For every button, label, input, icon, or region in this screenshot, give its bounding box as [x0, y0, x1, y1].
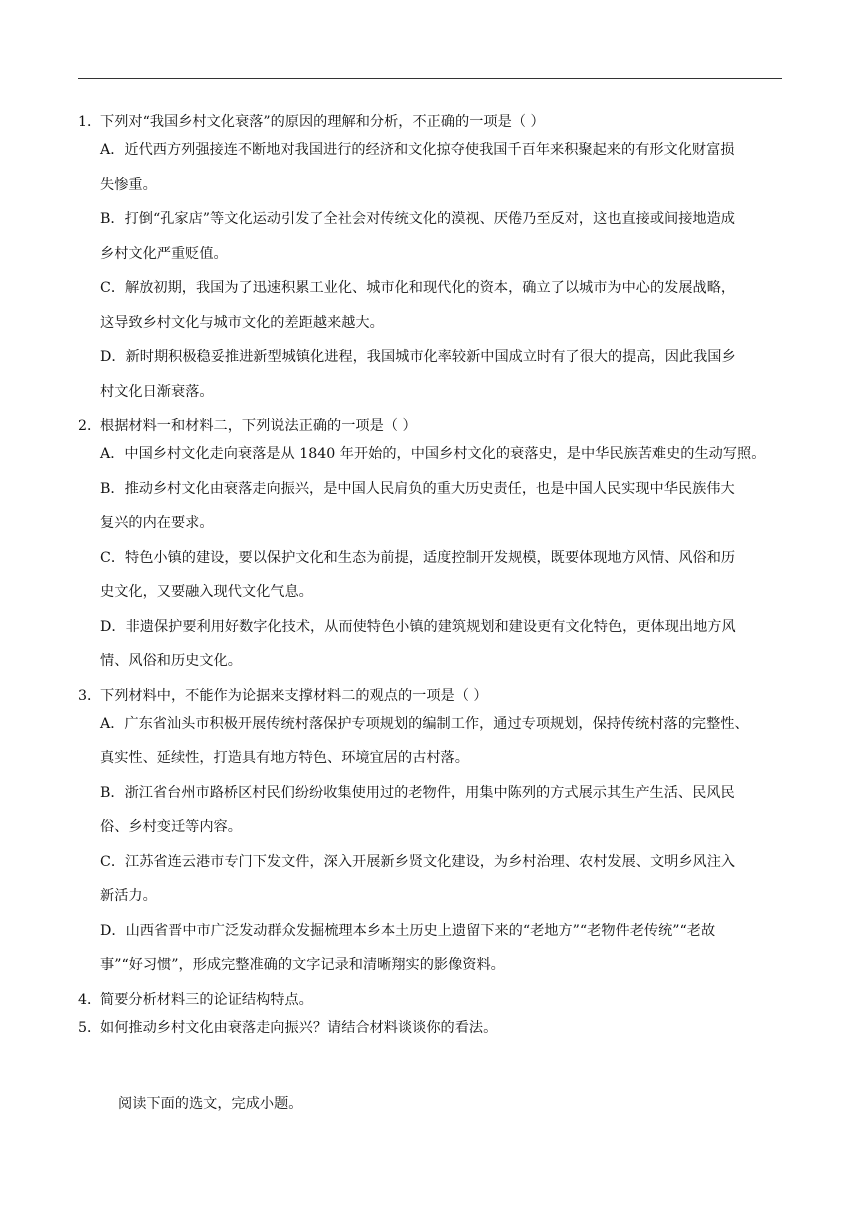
option-line: D．新时期积极稳妥推进新型城镇化进程，我国城市化率较新中国成立时有了很大的提高，因此我国乡: [100, 349, 736, 365]
option-C: [100, 274, 788, 343]
question-number: 1．: [78, 114, 102, 130]
question-stem: [78, 986, 788, 1014]
option-line: 乡村文化严重贬值。: [100, 245, 228, 262]
option-C: [100, 544, 788, 613]
option-line: 真实性、延续性，打造具有地方特色、环境宜居的古村落。: [100, 750, 469, 766]
header-rule: [78, 78, 782, 79]
question-stem: [78, 682, 788, 710]
question-number: 3．: [78, 687, 102, 704]
option-D: [100, 917, 788, 986]
question-3: [78, 682, 788, 986]
option-A: [100, 136, 788, 205]
question-text: 下列对“我国乡村文化衰落”的原因的理解和分析，不正确的一项是（ ）: [100, 114, 545, 130]
option-line: 这导致乡村文化与城市文化的差距越来越大。: [100, 314, 384, 331]
question-5: [78, 1014, 788, 1042]
option-D: [100, 343, 788, 412]
option-line: C．江苏省连云港市专门下发文件，深入开展新乡贤文化建设，为乡村治理、农村发展、文明乡风注入: [100, 853, 736, 870]
question-list: [78, 108, 788, 1042]
option-line: D．非遗保护要利用好数字化技术，从而使特色小镇的建筑规划和建设更有文化特色，更体现出地方风: [100, 618, 736, 635]
question-number: 2．: [78, 418, 102, 434]
question-stem: [78, 412, 788, 440]
question-text: 如何推动乡村文化由衰落走向振兴？请结合材料谈谈你的看法。: [100, 1019, 498, 1036]
option-line: 失惨重。: [100, 176, 157, 193]
question-text: 根据材料一和材料二，下列说法正确的一项是（ ）: [100, 418, 417, 434]
option-line: B．浙江省台州市路桥区村民们纷纷收集使用过的老物件，用集中陈列的方式展示其生产生活、民风民: [100, 784, 735, 801]
option-D: [100, 613, 788, 682]
option-line: D．山西省晋中市广泛发动群众发掘梳理本乡本土历史上遗留下来的“老地方”“老物件老传统”“老故: [100, 922, 716, 939]
option-line: 事”“好习惯”，形成完整准确的文字记录和清晰翔实的影像资料。: [100, 957, 505, 973]
option-line: C．解放初期，我国为了迅速积累工业化、城市化和现代化的资本，确立了以城市为中心的发展战略，: [100, 280, 736, 296]
option-line: C．特色小镇的建设，要以保护文化和生态为前提，适度控制开发规模，既要体现地方风情、风俗和历: [100, 549, 736, 566]
question-stem: [78, 1014, 788, 1042]
option-line: A．广东省汕头市积极开展传统村落保护专项规划的编制工作，通过专项规划，保持传统村落的完整性、: [100, 715, 749, 732]
option-line: 村文化日渐衰落。: [100, 383, 214, 400]
question-2: [78, 412, 788, 682]
option-B: [100, 779, 788, 848]
option-line: B．推动乡村文化由衰落走向振兴，是中国人民肩负的重大历史责任，也是中国人民实现中华民族伟大: [100, 480, 735, 497]
question-text: 下列材料中，不能作为论据来支撑材料二的观点的一项是（ ）: [100, 687, 488, 704]
question-stem: [78, 108, 788, 136]
question-number: 5．: [78, 1019, 102, 1036]
option-line: 复兴的内在要求。: [100, 515, 214, 531]
question-text: 简要分析材料三的论证结构特点。: [100, 991, 313, 1008]
option-C: [100, 848, 788, 917]
question-number: 4．: [78, 991, 102, 1008]
reading-instruction: 阅读下面的选文，完成小题。: [118, 1096, 303, 1112]
option-line: A．中国乡村文化走向衰落是从 1840 年开始的，中国乡村文化的衰落史，是中华民族苦难史的生动写照。: [100, 446, 766, 462]
option-B: [100, 205, 788, 274]
option-line: 史文化，又要融入现代文化气息。: [100, 584, 313, 600]
option-line: 新活力。: [100, 888, 157, 904]
option-line: 情、风俗和历史文化。: [100, 653, 242, 669]
option-B: [100, 475, 788, 544]
question-1: [78, 108, 788, 412]
option-A: [100, 710, 788, 779]
option-line: 俗、乡村变迁等内容。: [100, 819, 242, 835]
option-line: B．打倒“孔家店”等文化运动引发了全社会对传统文化的漠视、厌倦乃至反对，这也直接或间接地造成: [100, 211, 735, 227]
option-A: [100, 440, 788, 475]
question-4: [78, 986, 788, 1014]
option-line: A．近代西方列强接连不断地对我国进行的经济和文化掠夺使我国千百年来积聚起来的有形文化财富损: [100, 142, 735, 158]
